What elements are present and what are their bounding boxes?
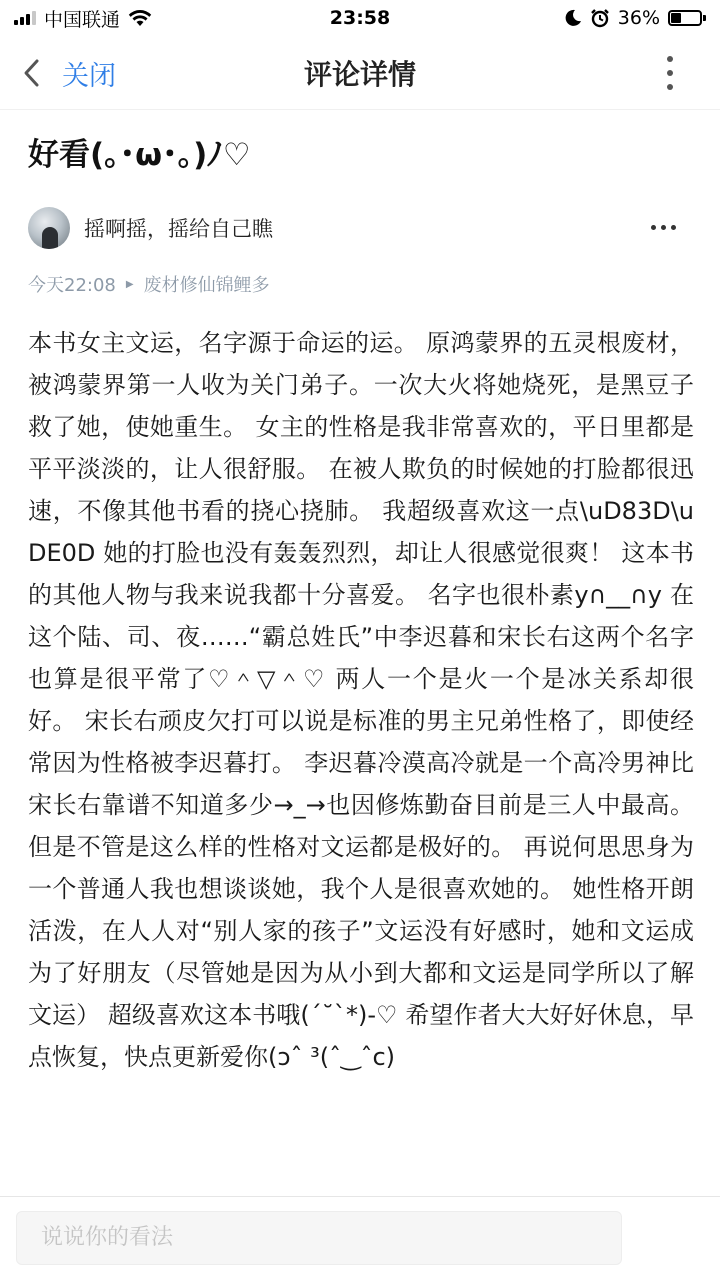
status-right (564, 7, 706, 29)
status-left (14, 5, 152, 32)
book-link[interactable]: 废材修仙锦鲤多 (143, 275, 270, 296)
review-body: 本书女主文运，名字源于命运的运。 原鸿蒙界的五灵根废材，被鸿蒙界第一人收为关门弟子。一次大火将她烧死，是黑豆子救了她，使她重生。 女主的性格是我非常喜欢的，平日里都是平平淡淡的，让人很舒服。 在被人欺负的时候她的打脸都很迅速，不像其他书看的挠心挠肺。 我超级喜欢这一点\uD83D\uDE0D 她的打脸也没有轰轰烈烈，却让人很感觉很爽！ 这本书的其他人物与我来说我都十分喜爱。 名字也很朴素y∩__∩y 在这个陆、司、夜……“霸总姓氏”中李迟暮和宋长右这两个名字也算是很平常了♡＾▽＾♡ 两人一个是火一个是冰关系却很好。 宋长右顽皮欠打可以说是标准的男主兄弟性格了，即使经常因为性格被李迟暮打。 李迟暮冷漠高冷就是一个高冷男神比宋长右靠谱不知道多少→_→也因修炼勤奋目前是三人中最高。 但是不管是这么样的性格对文运都是极好的。 再说何思思身为一个普通人我也想谈谈她，我个人是很喜欢她的。 她性格开朗活泼，在人人对“别人家的孩子”文运没有好感时，她和文运成为了好朋友（尽管她是因为从小到大都和文运是同学所以了解文运） 超级喜欢这本书哦(ˊ˘ˋ*)-♡ 希望作者大大好好休息，早点恢复，快点更新爱你(ɔˆ ³(ˆ‿ˆc) (28, 329, 694, 1071)
review-time: 今天22:08 (28, 275, 116, 296)
review-title: 好看(｡･ω･｡)ﾉ♡ (28, 137, 251, 173)
signal-icon (14, 11, 36, 25)
carrier-name: 中国联通 (44, 8, 121, 31)
triangle-right-icon: ▶ (125, 278, 134, 290)
page-title: 评论详情 (303, 57, 416, 91)
status-bar (0, 0, 720, 36)
battery-icon (668, 10, 706, 26)
author-name[interactable]: 摇啊摇，摇给自己瞧 (84, 217, 273, 241)
wifi-icon (128, 9, 152, 27)
horizontal-dots-icon (651, 225, 656, 230)
close-label: 关闭 (62, 60, 116, 92)
status-time: 23:58 (329, 7, 391, 29)
chevron-left-icon (22, 58, 40, 88)
author-row (28, 203, 692, 253)
comment-input[interactable] (16, 1211, 622, 1265)
more-options-button[interactable] (660, 56, 680, 90)
close-button[interactable] (22, 50, 152, 96)
vertical-dots-icon (667, 56, 673, 62)
nav-bar (0, 36, 720, 110)
battery-percent: 36% (617, 7, 660, 29)
alarm-icon (590, 8, 610, 28)
avatar[interactable] (28, 207, 70, 249)
author-more-button[interactable] (651, 225, 676, 230)
moon-icon (564, 9, 582, 27)
comment-bar (0, 1196, 720, 1280)
review-meta (28, 270, 270, 298)
